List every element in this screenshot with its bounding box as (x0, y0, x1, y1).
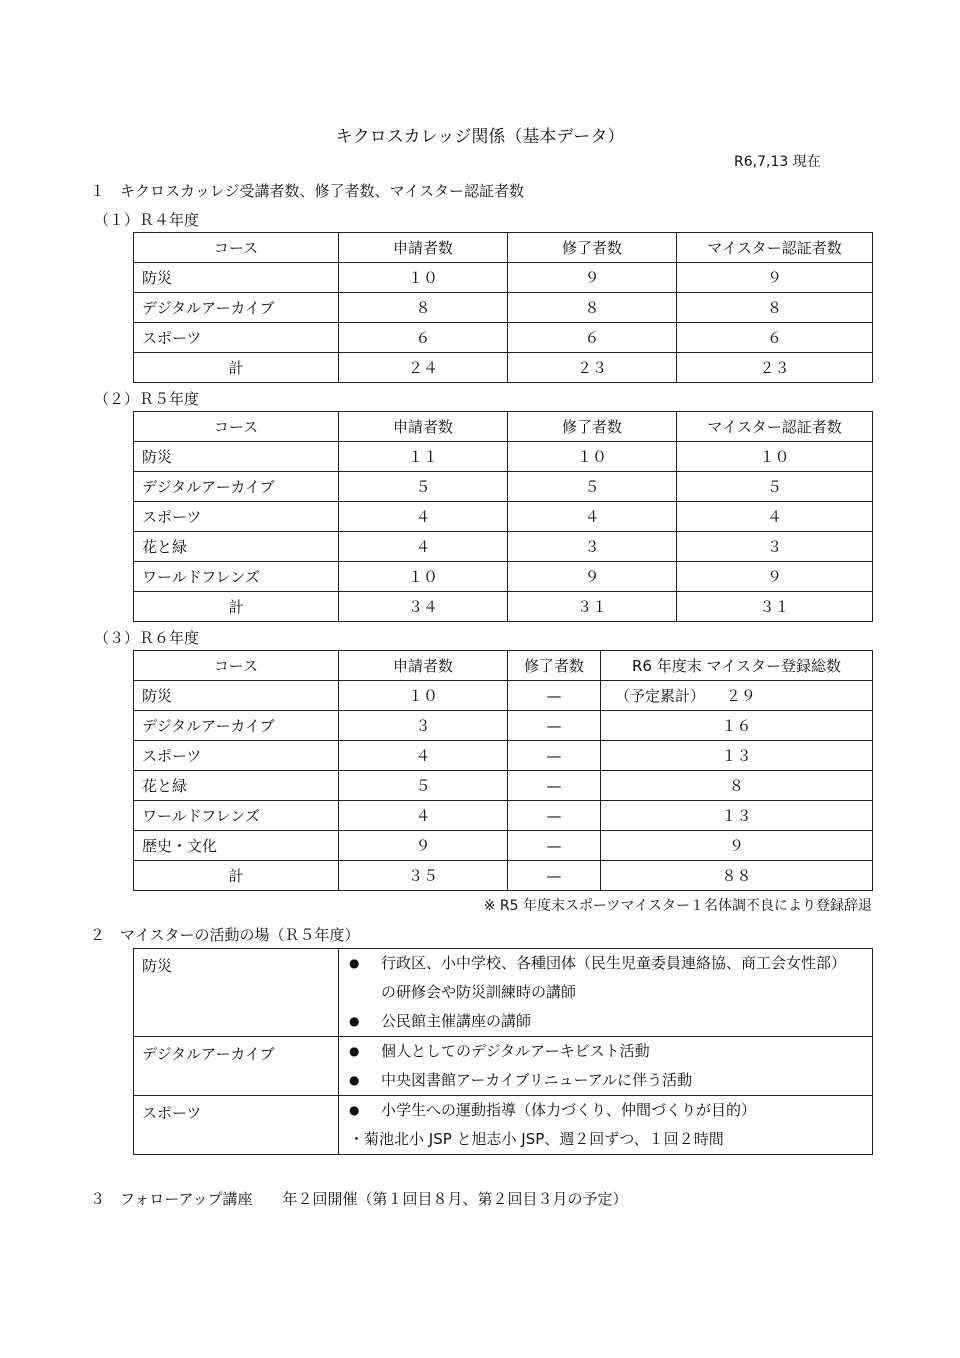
header-applicants: 申請者数 (339, 412, 508, 442)
cell-certified: １０ (677, 442, 873, 472)
cell-applicants: ９ (339, 831, 508, 861)
cell-applicants: １０ (339, 681, 508, 711)
cell-applicants: ３ (339, 711, 508, 741)
cell-completed: ３ (508, 532, 677, 562)
cell-registered-total: １３ (601, 801, 873, 831)
header-registered-total: R6 年度末 マイスター登録総数 (601, 651, 873, 681)
table-row (134, 442, 873, 472)
activity-line (339, 1066, 872, 1095)
activity-row (134, 949, 873, 1037)
r4-heading: （１）Ｒ４年度 (94, 211, 200, 229)
table-header-row (134, 651, 873, 681)
cell-certified: ５ (677, 472, 873, 502)
table-row (134, 711, 873, 741)
as-of-date: R6,7,13 現在 (734, 154, 821, 170)
activity-course: デジタルアーカイブ (134, 1037, 339, 1096)
bullet-icon: ● (349, 956, 360, 970)
header-completed: 修了者数 (508, 233, 677, 263)
table-row (134, 771, 873, 801)
activity-row (134, 1096, 873, 1155)
cell-completed: ２３ (508, 353, 677, 383)
cell-course: 花と緑 (134, 771, 339, 801)
cell-completed: ９ (508, 562, 677, 592)
header-completed: 修了者数 (508, 412, 677, 442)
cell-course: 防災 (134, 263, 339, 293)
table-row (134, 532, 873, 562)
cell-applicants: ５ (339, 472, 508, 502)
cell-certified: ４ (677, 502, 873, 532)
cell-completed: ３１ (508, 592, 677, 622)
activities-table (133, 948, 873, 1155)
table-row (134, 293, 873, 323)
cell-course: デジタルアーカイブ (134, 711, 339, 741)
cell-applicants: １１ (339, 442, 508, 472)
cell-applicants: ４ (339, 801, 508, 831)
activity-text: 中央図書館アーカイブリニューアルに伴う活動 (381, 1071, 693, 1089)
activity-line (339, 1037, 872, 1066)
activity-line (339, 1007, 872, 1036)
cell-total-label: 計 (134, 353, 339, 383)
table-row (134, 831, 873, 861)
cell-applicants: ６ (339, 323, 508, 353)
header-course: コース (134, 651, 339, 681)
activity-text: 公民館主催講座の講師 (381, 1012, 532, 1030)
cell-course: ワールドフレンズ (134, 801, 339, 831)
cell-course: 防災 (134, 681, 339, 711)
cell-certified: ９ (677, 562, 873, 592)
activity-text: 個人としてのデジタルアーキビスト活動 (381, 1042, 650, 1060)
table-row (134, 502, 873, 532)
total-row (134, 353, 873, 383)
r6-heading: （３）Ｒ６年度 (94, 629, 200, 647)
cell-certified: ３ (677, 532, 873, 562)
cell-total-label: 計 (134, 861, 339, 891)
activity-course: 防災 (134, 949, 339, 1037)
cell-course: スポーツ (134, 323, 339, 353)
cell-completed: — (508, 831, 601, 861)
header-applicants: 申請者数 (339, 233, 508, 263)
cell-total-label: 計 (134, 592, 339, 622)
cell-course: デジタルアーカイブ (134, 293, 339, 323)
cell-registered-total: １３ (601, 741, 873, 771)
cell-certified: ６ (677, 323, 873, 353)
cell-completed: ９ (508, 263, 677, 293)
r6-footnote: ※ R5 年度末スポーツマイスター１名体調不良により登録辞退 (483, 898, 872, 914)
cell-completed: — (508, 711, 601, 741)
cell-course: デジタルアーカイブ (134, 472, 339, 502)
cell-applicants: ４ (339, 502, 508, 532)
activity-details (339, 1096, 873, 1155)
cell-completed: — (508, 681, 601, 711)
cell-course: スポーツ (134, 502, 339, 532)
header-course: コース (134, 233, 339, 263)
cell-completed: １０ (508, 442, 677, 472)
bullet-icon: ● (349, 1073, 360, 1087)
bullet-icon: ● (349, 1014, 360, 1028)
cell-applicants: ４ (339, 741, 508, 771)
table-row (134, 801, 873, 831)
activity-text: 小学生への運動指導（体力づくり、仲間づくりが目的） (381, 1101, 757, 1119)
bullet-icon: ● (349, 1044, 360, 1058)
r5-table (133, 411, 873, 622)
section-1-heading: １ キクロスカッレジ受講者数、修了者数、マイスター認証者数 (90, 182, 525, 200)
header-applicants: 申請者数 (339, 651, 508, 681)
cell-completed: ８ (508, 293, 677, 323)
r4-table (133, 232, 873, 383)
activity-text: の研修会や防災訓練時の講師 (381, 983, 577, 1001)
r5-heading: （２）Ｒ５年度 (94, 390, 200, 408)
cell-applicants: ８ (339, 293, 508, 323)
cell-registered-total: ８ (601, 771, 873, 801)
activity-line (339, 978, 872, 1007)
cell-course: 防災 (134, 442, 339, 472)
table-row (134, 263, 873, 293)
cell-completed: — (508, 771, 601, 801)
cell-applicants: ５ (339, 771, 508, 801)
activity-line (339, 949, 872, 978)
cell-registered-total: ８８ (601, 861, 873, 891)
cell-course: スポーツ (134, 741, 339, 771)
cell-course: ワールドフレンズ (134, 562, 339, 592)
cell-completed: ４ (508, 502, 677, 532)
table-row (134, 472, 873, 502)
activity-text: ・菊池北小 JSP と旭志小 JSP、週２回ずつ、１回２時間 (349, 1130, 724, 1148)
table-row (134, 323, 873, 353)
table-row (134, 741, 873, 771)
header-course: コース (134, 412, 339, 442)
total-row (134, 592, 873, 622)
cell-registered-total: １６ (601, 711, 873, 741)
planned-cumulative-label: （予定累計） (615, 687, 706, 705)
cell-completed: — (508, 801, 601, 831)
activity-text: 行政区、小中学校、各種団体（民生児童委員連絡協、商工会女性部） (381, 954, 847, 972)
section-3-heading: ３ フォローアップ講座 年２回開催（第１回目８月、第２回目３月の予定） (90, 1190, 628, 1208)
cell-registered-total (601, 681, 873, 711)
cell-applicants: １０ (339, 562, 508, 592)
cell-completed: — (508, 741, 601, 771)
header-certified: マイスター認証者数 (677, 233, 873, 263)
planned-cumulative-value: ２９ (725, 687, 756, 705)
cell-registered-total: ９ (601, 831, 873, 861)
r6-table (133, 650, 873, 891)
cell-applicants: ３５ (339, 861, 508, 891)
cell-applicants: ４ (339, 532, 508, 562)
activity-course: スポーツ (134, 1096, 339, 1155)
cell-certified: ３１ (677, 592, 873, 622)
cell-completed: — (508, 861, 601, 891)
document-title: キクロスカレッジ関係（基本データ） (335, 127, 625, 147)
cell-completed: ６ (508, 323, 677, 353)
total-row (134, 861, 873, 891)
cell-applicants: １０ (339, 263, 508, 293)
cell-completed: ５ (508, 472, 677, 502)
cell-applicants: ２４ (339, 353, 508, 383)
cell-certified: ２３ (677, 353, 873, 383)
activity-details (339, 949, 873, 1037)
table-row (134, 681, 873, 711)
cell-course: 花と緑 (134, 532, 339, 562)
activity-line (339, 1096, 872, 1125)
bullet-icon: ● (349, 1103, 360, 1117)
cell-certified: ８ (677, 293, 873, 323)
activity-line (339, 1125, 872, 1154)
table-header-row (134, 412, 873, 442)
cell-course: 歴史・文化 (134, 831, 339, 861)
cell-applicants: ３４ (339, 592, 508, 622)
section-2-heading: ２ マイスターの活動の場（Ｒ５年度） (90, 926, 360, 944)
activity-details (339, 1037, 873, 1096)
activity-row (134, 1037, 873, 1096)
table-row (134, 562, 873, 592)
table-header-row (134, 233, 873, 263)
header-completed: 修了者数 (508, 651, 601, 681)
header-certified: マイスター認証者数 (677, 412, 873, 442)
cell-certified: ９ (677, 263, 873, 293)
